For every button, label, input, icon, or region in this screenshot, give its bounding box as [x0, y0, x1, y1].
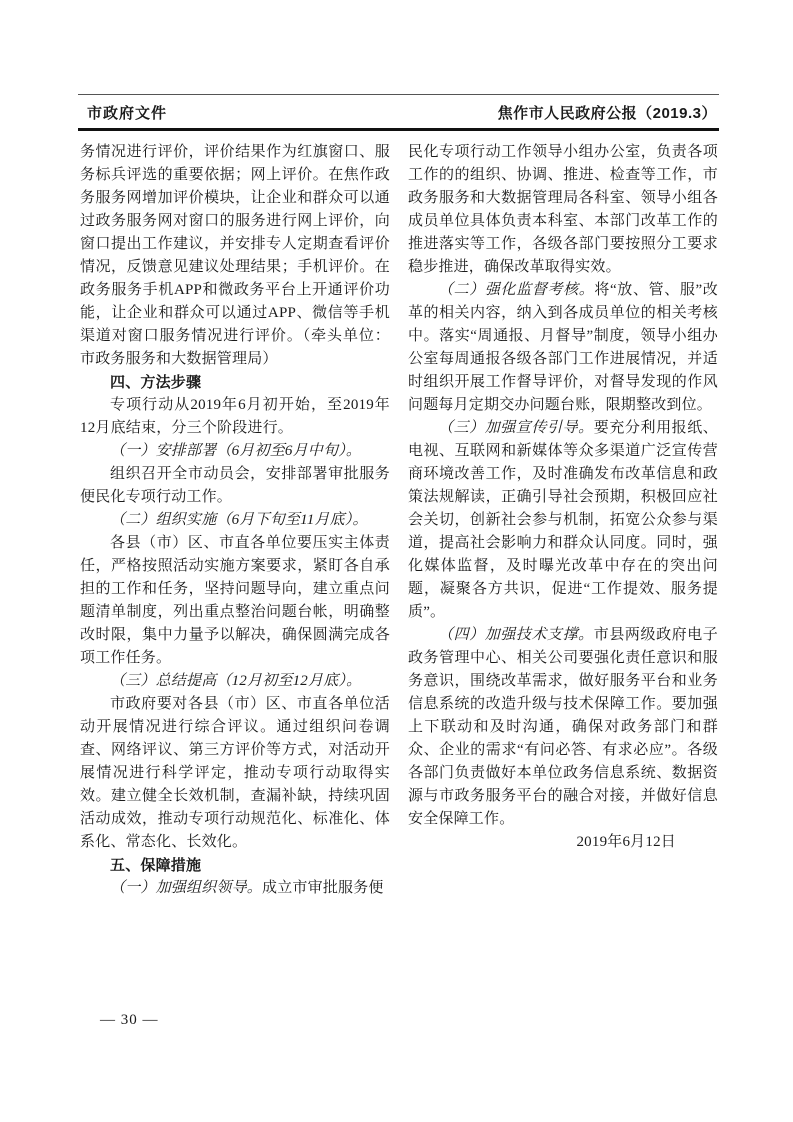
- sub-heading: （二）组织实施（6月下旬至11月底）。: [110, 512, 368, 528]
- section-heading: 四、方法步骤: [110, 374, 202, 391]
- header-section-title: 市政府文件: [87, 105, 168, 122]
- section-heading: 五、保障措施: [110, 857, 202, 874]
- sub-heading: （一）安排部署（6月初至6月中旬）。: [110, 443, 362, 459]
- paragraph: 民化专项行动工作领导小组办公室，负责各项工作的的组织、协调、推进、检查等工作，市政务服务和大数据管理局各科室、领导小组各成员单位具体负责本科室、本部门改革工作的推进落实等工作，各级各部门要按照分工要求稳步推进，确保改革取得实效。: [408, 144, 718, 275]
- paragraph-lead: （三）加强宣传引导。: [438, 420, 594, 436]
- paragraph: （三）加强宣传引导。要充分利用报纸、电视、互联网和新媒体等众多渠道广泛宣传营商环境改善工作，及时准确发布改革信息和政策法规解读，正确引导社会预期，积极回应社会关切，创新社会参与机制，拓宽公众参与渠道，提高社会影响力和群众认同度。同时，强化媒体监督，及时曝光改革中存在的突出问题，凝聚各方共识，促进“工作提效、服务提质”。: [408, 420, 718, 620]
- header-publication-title: 焦作市人民政府公报（2019.3）: [497, 105, 717, 122]
- sub-heading: （三）总结提高（12月初至12月底）。: [110, 673, 362, 689]
- header-rule-thin: [78, 94, 719, 95]
- paragraph-lead: （二）强化监督考核。: [438, 282, 595, 298]
- right-text-column: [408, 141, 718, 854]
- page-number: — 30 —: [100, 1012, 159, 1028]
- paragraph: （二）强化监督考核。将“放、管、服”改革的相关内容，纳入到各成员单位的相关考核中。落实“周通报、月督导”制度，领导小组办公室每周通报各级各部门工作进展情况，并适时组织开展工作督导评价，对督导发现的作风问题每月定期交办问题台账，限期整改到位。: [408, 282, 718, 413]
- paragraph-lead: （四）加强技术支撑。: [438, 627, 594, 643]
- header-rule-thick: [78, 128, 719, 131]
- page-header: [78, 90, 719, 132]
- left-text-column: [80, 141, 390, 900]
- paragraph: 务情况进行评价，评价结果作为红旗窗口、服务标兵评选的重要依据；网上评价。在焦作政务服务网增加评价模块，让企业和群众可以通过政务服务网对窗口的服务进行网上评价，向窗口提出工作建议，并安排专人定期查看评价情况，反馈意见建议处理结果；手机评价。在政务服务手机APP和微政务平台上开通评价功能，让企业和群众可以通过APP、微信等手机渠道对窗口服务情况进行评价。（牵头单位：市政务服务和大数据管理局）: [80, 144, 390, 367]
- paragraph: 各县（市）区、市直各单位要压实主体责任，严格按照活动实施方案要求，紧盯各自承担的工作和任务，坚持问题导向，建立重点问题清单制度，列出重点整治问题台帐，明确整改时限，集中力量予以解决，确保圆满完成各项工作任务。: [80, 535, 390, 666]
- paragraph: （一）加强组织领导。成立市审批服务便: [110, 880, 384, 896]
- paragraph: 专项行动从2019年6月初开始，至2019年12月底结束，分三个阶段进行。: [80, 397, 390, 436]
- paragraph: 市政府要对各县（市）区、市直各单位活动开展情况进行综合评议。通过组织问卷调查、网络评议、第三方评价等方式，对活动开展情况进行科学评定，推动专项行动取得实效。建立健全长效机制，查漏补缺，持续巩固活动成效，推动专项行动规范化、标准化、体系化、常态化、长效化。: [80, 696, 390, 850]
- date-line: 2019年6月12日: [576, 834, 676, 850]
- paragraph: 组织召开全市动员会，安排部署审批服务便民化专项行动工作。: [80, 466, 390, 505]
- paragraph: （四）加强技术支撑。市县两级政府电子政务管理中心、相关公司要强化责任意识和服务意识，围绕改革需求，做好服务平台和业务信息系统的改造升级与技术保障工作。要加强上下联动和及时沟通，确保对政务部门和群众、企业的需求“有问必答、有求必应”。各级各部门负责做好本单位政务信息系统、数据资源与市政务服务平台的融合对接，并做好信息安全保障工作。: [408, 627, 718, 827]
- paragraph-lead: （一）加强组织领导。: [110, 880, 263, 896]
